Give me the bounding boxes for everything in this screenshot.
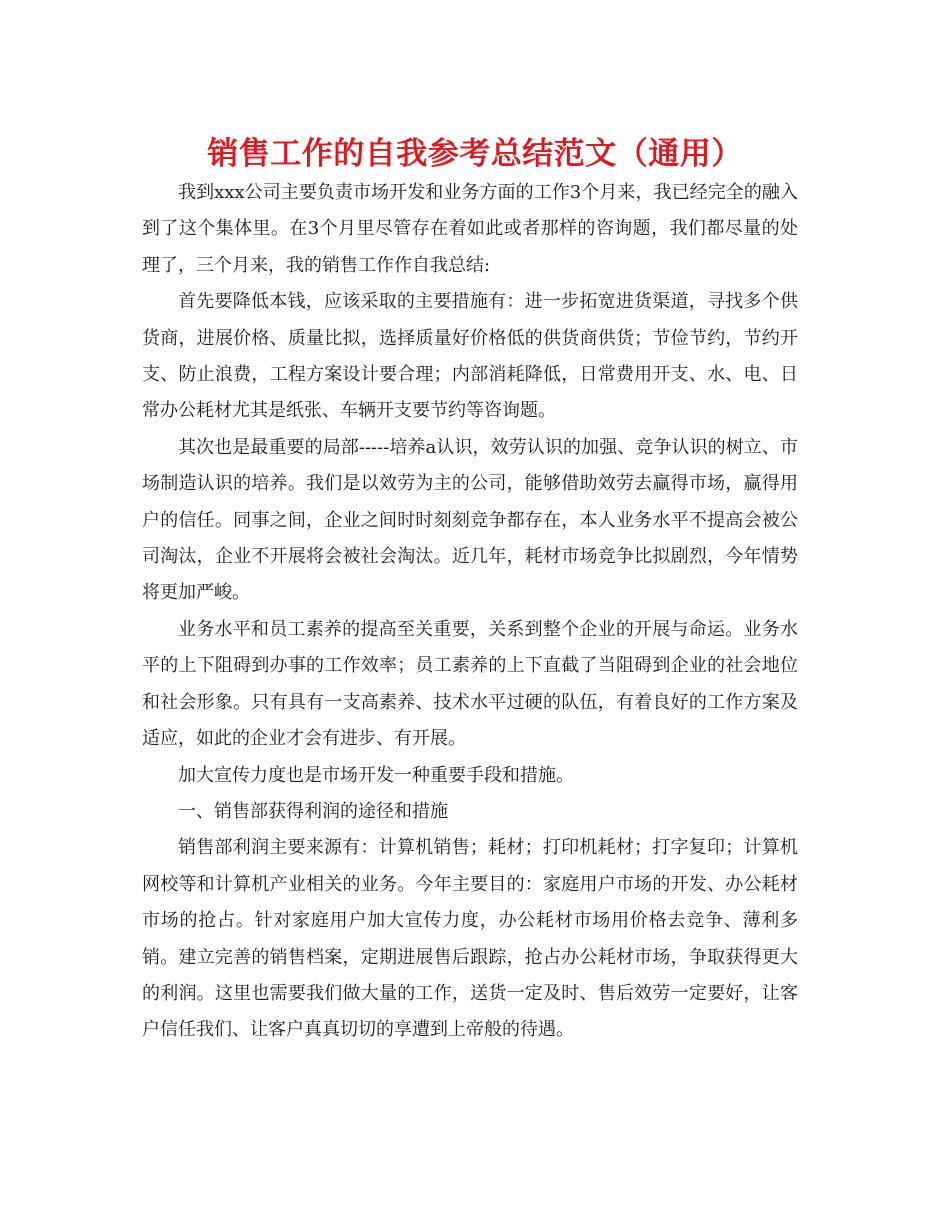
paragraph-publicity: 加大宣传力度也是市场开发一种重要手段和措施。 — [178, 764, 574, 786]
paragraph-intro: 我到xxx公司主要负责市场开发和业务方面的工作3个月来，我已经完全的融入到了这个集体里。在3个月里尽管存在着如此或者那样的咨询题，我们都尽量的处理了，三个月来，我的销售工作作自我总结: — [142, 182, 798, 276]
document-body — [142, 175, 798, 1049]
paragraph-service-awareness: 其次也是最重要的局部-----培养a认识，效劳认识的加强、竞争认识的树立、市场制造认识的培养。我们是以效劳为主的公司，能够借助效劳去赢得市场，赢得用户的信任。同事之间，企业之间时时刻刻竞争都存在，本人业务水平不提高会被公司淘汰，企业不开展将会被社会淘汰。近几年，耗材市场竞争比拟剧烈，今年情势将更加严峻。 — [142, 436, 798, 604]
paragraph-staff-quality: 业务水平和员工素养的提高至关重要，关系到整个企业的开展与命运。业务水平的上下阻碍到办事的工作效率；员工素养的上下直截了当阻碍到企业的社会地位和社会形象。只有具有一支高素养、技术水平过硬的队伍，有着良好的工作方案及适应，如此的企业才会有进步、有开展。 — [142, 618, 798, 750]
document-title: 销售工作的自我参考总结范文（通用） — [207, 136, 743, 172]
paragraph-profit-sources: 销售部利润主要来源有：计算机销售；耗材；打印机耗材；打字复印；计算机网校等和计算机产业相关的业务。今年主要目的：家庭用户市场的开发、办公耗材市场的抢占。针对家庭用户加大宣传力度，办公耗材市场用价格去竞争、薄利多销。建立完善的销售档案，定期进展售后跟踪，抢占办公耗材市场，争取获得更大的利润。这里也需要我们做大量的工作，送货一定及时、售后效劳一定要好，让客户信任我们、让客户真真切切的享遭到上帝般的待遇。 — [142, 837, 798, 1041]
section-heading-profit: 一、销售部获得利润的途径和措施 — [178, 800, 448, 822]
paragraph-cost-reduction: 首先要降低本钱，应该采取的主要措施有：进一步拓宽进货渠道，寻找多个供货商，进展价格、质量比拟，选择质量好价格低的供货商供货；节俭节约，节约开支、防止浪费，工程方案设计要合理；内部消耗降低，日常费用开支、水、电、日常办公耗材尤其是纸张、车辆开支要节约等咨询题。 — [142, 291, 798, 422]
